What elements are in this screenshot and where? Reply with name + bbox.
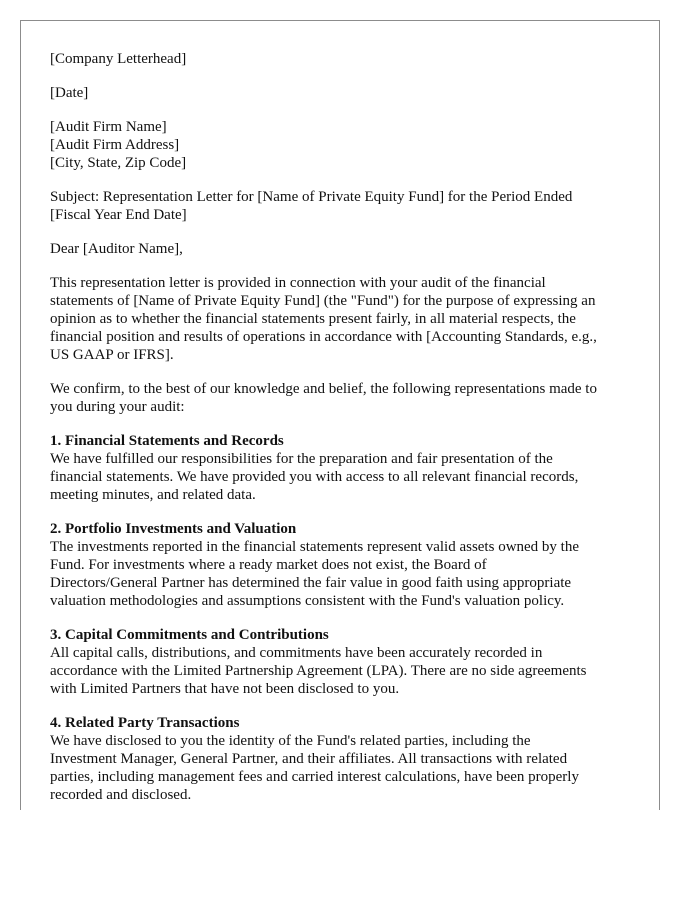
- letterhead-text: [Company Letterhead]: [50, 51, 187, 67]
- section-line: meeting minutes, and related data.: [50, 487, 256, 503]
- section-heading: 2. Portfolio Investments and Valuation: [50, 521, 297, 537]
- intro-line: statements of [Name of Private Equity Fund] (the "Fund") for the purpose of expressing an: [50, 293, 596, 309]
- subject-line: [50, 188, 640, 224]
- audit-firm-address: [Audit Firm Address]: [50, 137, 180, 153]
- intro-line: financial position and results of operations in accordance with [Accounting Standards, e.g.,: [50, 329, 597, 345]
- section-portfolio-investments: [50, 520, 640, 610]
- intro-line: US GAAP or IFRS].: [50, 347, 174, 363]
- company-letterhead: [50, 50, 640, 68]
- confirm-line: We confirm, to the best of our knowledge and belief, the following representations made to: [50, 381, 597, 397]
- confirm-line: you during your audit:: [50, 399, 185, 415]
- section-related-party: [50, 714, 640, 804]
- section-line: Fund. For investments where a ready market does not exist, the Board of: [50, 557, 487, 573]
- recipient-address: [50, 118, 640, 172]
- section-line: Directors/General Partner has determined the fair value in good faith using appropriate: [50, 575, 572, 591]
- section-line: The investments reported in the financial statements represent valid assets owned by the: [50, 539, 580, 555]
- intro-paragraph: [50, 274, 640, 364]
- section-line: We have disclosed to you the identity of the Fund's related parties, including the: [50, 733, 531, 749]
- intro-line: This representation letter is provided in connection with your audit of the financial: [50, 275, 546, 291]
- subject-line-1: Subject: Representation Letter for [Name of Private Equity Fund] for the Period Ended: [50, 189, 573, 205]
- section-line: Investment Manager, General Partner, and their affiliates. All transactions with related: [50, 751, 568, 767]
- letter-date: [50, 84, 640, 102]
- section-line: We have fulfilled our responsibilities for the preparation and fair presentation of the: [50, 451, 553, 467]
- audit-firm-city: [City, State, Zip Code]: [50, 155, 187, 171]
- salutation-text: Dear [Auditor Name],: [50, 241, 183, 257]
- section-line: with Limited Partners that have not been disclosed to you.: [50, 681, 400, 697]
- section-heading: 4. Related Party Transactions: [50, 715, 240, 731]
- confirm-paragraph: [50, 380, 640, 416]
- section-heading: 3. Capital Commitments and Contributions: [50, 627, 329, 643]
- section-line: parties, including management fees and carried interest calculations, have been properly: [50, 769, 579, 785]
- subject-line-2: [Fiscal Year End Date]: [50, 207, 187, 223]
- section-line: accordance with the Limited Partnership Agreement (LPA). There are no side agreements: [50, 663, 587, 679]
- audit-firm-name: [Audit Firm Name]: [50, 119, 167, 135]
- section-financial-statements: [50, 432, 640, 504]
- salutation: [50, 240, 640, 258]
- section-heading: 1. Financial Statements and Records: [50, 433, 284, 449]
- section-capital-commitments: [50, 626, 640, 698]
- intro-line: opinion as to whether the financial statements present fairly, in all material respects, the: [50, 311, 576, 327]
- section-line: financial statements. We have provided you with access to all relevant financial records,: [50, 469, 579, 485]
- section-line: valuation methodologies and assumptions consistent with the Fund's valuation policy.: [50, 593, 565, 609]
- section-line: All capital calls, distributions, and commitments have been accurately recorded in: [50, 645, 543, 661]
- letter-page: [20, 20, 660, 810]
- date-text: [Date]: [50, 85, 89, 101]
- section-line: recorded and disclosed.: [50, 787, 192, 803]
- letter-body: [50, 50, 640, 810]
